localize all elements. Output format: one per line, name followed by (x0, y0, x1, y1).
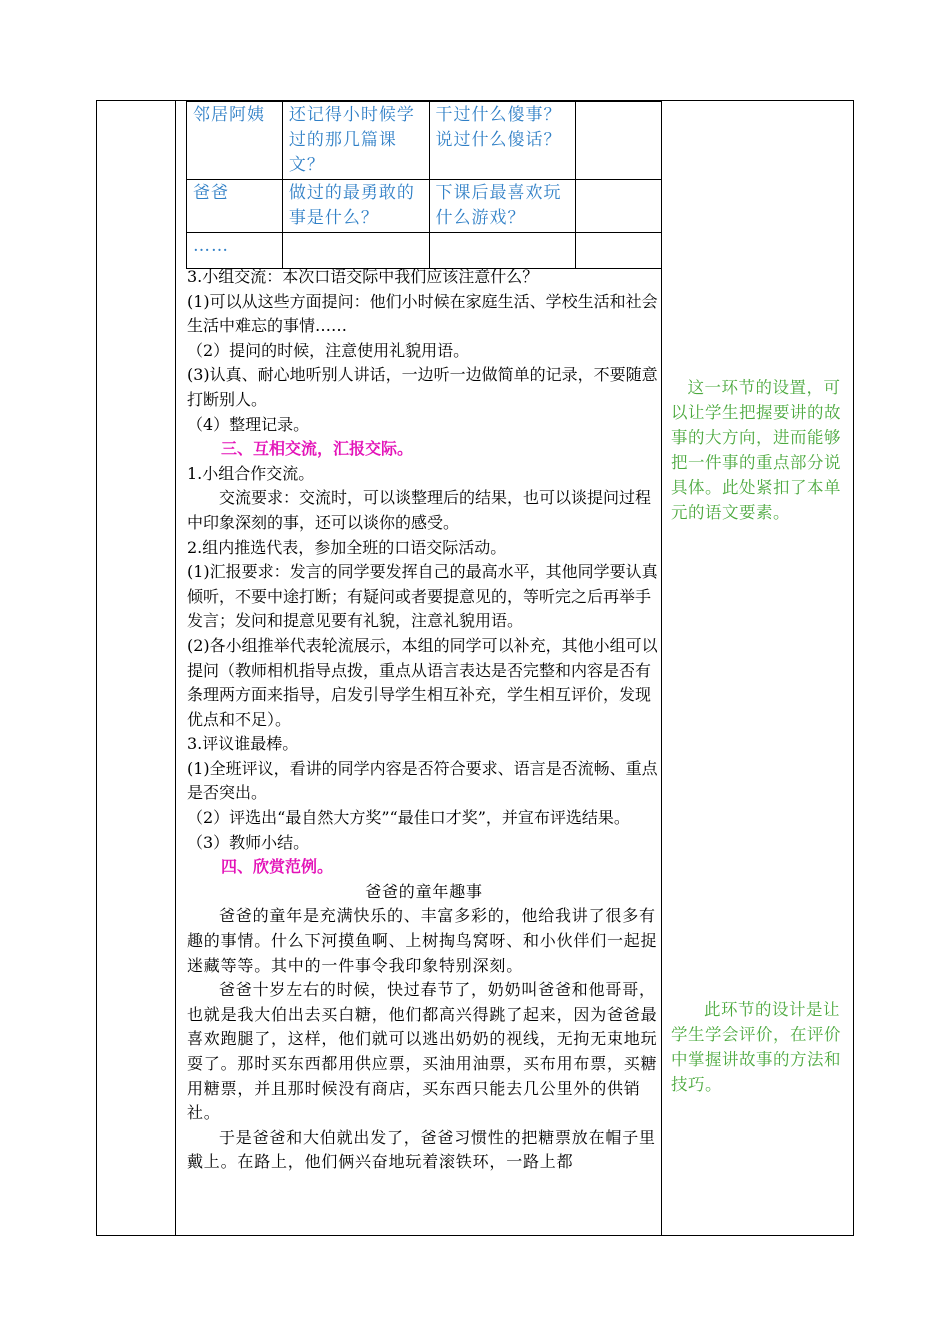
paragraph: (3)认真、耐心地听别人讲话，一边听一边做简单的记录，不要随意打断别人。 (187, 365, 658, 409)
paragraph: (1)汇报要求：发言的同学要发挥自己的最高水平，其他同学要认真倾听，不要中途打断；有疑问或者要提意见的，等听完之后再举手发言；发问和提意见要有礼貌，注意礼貌用语。 (187, 562, 658, 631)
paragraph: 3.小组交流：本次口语交际中我们应该注意什么？ (187, 267, 539, 286)
table-cell (576, 180, 662, 233)
lesson-plan-table (96, 100, 854, 1236)
design-note: 这一环节的设置，可以让学生把握要讲的故事的大方向，进而能够把一件事的重点部分说具体。此处紧扣了本单元的语文要素。 (671, 378, 841, 522)
table-cell (576, 233, 662, 269)
lesson-content (185, 265, 661, 1175)
paragraph: 交流要求：交流时，可以谈整理后的结果，也可以谈提问过程中印象深刻的事，还可以谈你的感受。 (187, 488, 652, 532)
story-paragraph: 爸爸十岁左右的时候，快过春节了，奶奶叫爸爸和他哥哥，也就是我大伯出去买白糖，他们都高兴得跳了起来，因为爸爸最喜欢跑腿了，这样，他们就可以逃出奶奶的视线，无拘无束地玩耍了。那时买东西都用供应票，买油用油票，买布用布票，买糖用糖票，并且那时候没有商店，买东西只能去几公里外的供销社。 (187, 980, 658, 1123)
table-cell (429, 233, 576, 269)
paragraph: 1.小组合作交流。 (187, 463, 315, 483)
column-divider (661, 101, 662, 1235)
table-cell: …… (187, 233, 283, 269)
story-title: 爸爸的童年趣事 (365, 881, 483, 901)
paragraph: (1)全班评议，看讲的同学内容是否符合要求、语言是否流畅、重点是否突出。 (187, 758, 658, 803)
section-heading: 三、互相交流，汇报交际。 (221, 439, 414, 459)
section-heading: 四、欣赏范例。 (221, 857, 334, 877)
paragraph: （2）提问的时候，注意使用礼貌用语。 (187, 340, 470, 360)
paragraph: （3）教师小结。 (187, 832, 310, 852)
table-cell: 下课后最喜欢玩什么游戏？ (429, 180, 576, 233)
table-cell (576, 102, 662, 180)
example-story (185, 880, 661, 1175)
paragraph: 2.组内推选代表，参加全班的口语交际活动。 (187, 537, 507, 557)
paragraph: （2）评选出“最自然大方奖”“最佳口才奖”，并宣布评选结果。 (187, 808, 630, 828)
paragraph: 3.评议谁最棒。 (187, 734, 299, 754)
table-row (187, 233, 662, 269)
paragraph: (1)可以从这些方面提问：他们小时候在家庭生活、学校生活和社会生活中难忘的事情…… (187, 291, 658, 336)
table-cell: 做过的最勇敢的事是什么？ (282, 180, 429, 233)
story-paragraph: 爸爸的童年是充满快乐的、丰富多彩的，他给我讲了很多有趣的事情。什么下河摸鱼啊、上树掏鸟窝呀、和小伙伴们一起捉迷藏等等。其中的一件事令我印象特别深刻。 (187, 906, 658, 975)
design-note: 此环节的设计是让学生学会评价，在评价中掌握讲故事的方法和技巧。 (671, 1000, 841, 1094)
interview-table (186, 101, 662, 269)
paragraph: （4）整理记录。 (187, 414, 310, 434)
paragraph: (2)各小组推举代表轮流展示，本组的同学可以补充，其他小组可以提问（教师相机指导点拨，重点从语言表达是否完整和内容是否有条理两方面来指导，启发引导学生相互补充，学生相互评价，发现优点和不足）。 (187, 635, 658, 729)
table-cell: 爸爸 (187, 180, 283, 233)
table-cell: 干过什么傻事？说过什么傻话？ (429, 102, 576, 180)
story-paragraph: 于是爸爸和大伯就出发了，爸爸习惯性的把糖票放在帽子里戴上。在路上，他们俩兴奋地玩着滚铁环，一路上都 (187, 1127, 656, 1172)
table-row (187, 102, 662, 180)
table-cell (282, 233, 429, 269)
table-cell: 邻居阿姨 (187, 102, 283, 180)
table-cell: 还记得小时候学过的那几篇课文？ (282, 102, 429, 180)
table-row (187, 180, 662, 233)
column-divider (175, 101, 176, 1235)
